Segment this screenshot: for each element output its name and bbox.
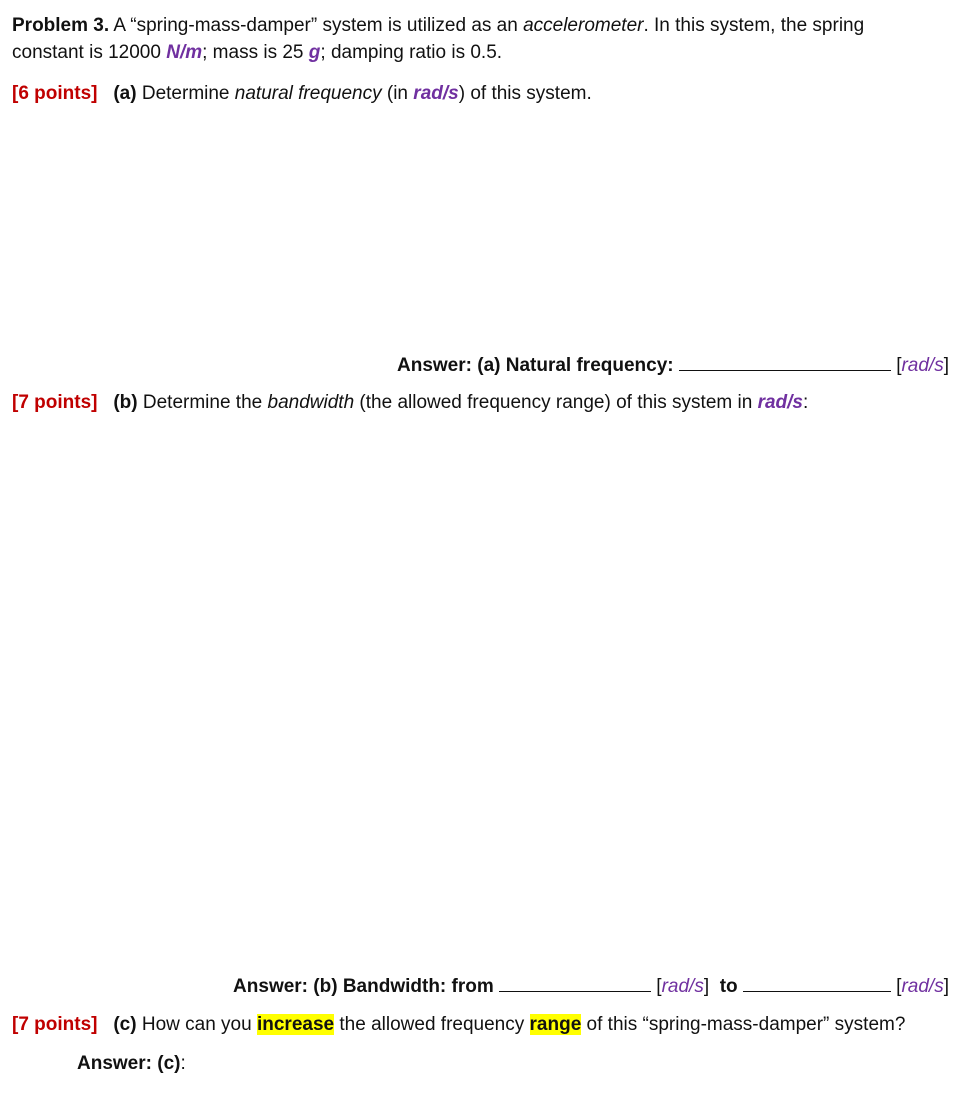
part-b-points: [7 points] — [12, 392, 98, 413]
problem-intro-text-2: . In this system, the spring — [643, 15, 865, 36]
part-b-text: Determine the — [137, 392, 268, 413]
bandwidth-to-unit: rad/s — [901, 976, 944, 997]
bandwidth-to-blank[interactable] — [743, 973, 891, 992]
part-c-text: of this “spring-mass-damper” system? — [581, 1014, 906, 1035]
part-c-text: How can you — [136, 1014, 257, 1035]
part-c-answer-colon: : — [180, 1053, 186, 1074]
problem-statement-line-1 — [12, 14, 864, 38]
part-a-italic: natural frequency — [234, 83, 382, 104]
highlight-increase: increase — [256, 1014, 335, 1035]
part-b-italic: bandwidth — [267, 392, 355, 413]
unit-g: g — [308, 42, 321, 63]
part-b-answer-label: Answer: (b) Bandwidth: from — [233, 976, 494, 997]
problem-statement-line-2 — [12, 41, 502, 65]
part-b-question — [12, 391, 808, 415]
part-b-answer-line: Answer: (b) Bandwidth: from [rad/s] to [rad/s] — [233, 973, 949, 999]
part-a-question — [12, 82, 592, 106]
part-a-text: Determine — [136, 83, 235, 104]
bracket: ] — [943, 355, 949, 376]
bandwidth-from-blank[interactable] — [499, 973, 651, 992]
bracket: [ — [896, 355, 902, 376]
part-c-label: (c) — [113, 1014, 137, 1035]
part-a-points: [6 points] — [12, 83, 98, 104]
problem-intro-italic: accelerometer — [523, 15, 644, 36]
part-a-label: (a) — [113, 83, 137, 104]
part-a-unit: rad/s — [413, 83, 459, 104]
bandwidth-to-label: to — [719, 976, 738, 997]
part-a-answer-line — [397, 352, 949, 378]
part-a-answer-unit: rad/s — [901, 355, 944, 376]
problem-text: ; damping ratio is 0.5. — [320, 42, 503, 63]
part-a-answer-label: Answer: (a) Natural frequency: — [397, 355, 674, 376]
part-c-question — [12, 1013, 905, 1037]
part-c-text: the allowed frequency — [334, 1014, 530, 1035]
part-b-label: (b) — [113, 392, 138, 413]
problem-text: ; mass is 25 — [202, 42, 309, 63]
problem-text: constant is 12000 — [12, 42, 167, 63]
problem-title: Problem 3. — [12, 15, 110, 36]
part-a-text: (in — [381, 83, 414, 104]
part-c-answer-label: Answer: (c) — [77, 1053, 181, 1074]
unit-n-per-m: N/m — [166, 42, 203, 63]
problem-intro-text: A “spring-mass-damper” system is utilized as an — [109, 15, 524, 36]
part-b-text: : — [802, 392, 809, 413]
part-c-points: [7 points] — [12, 1014, 98, 1035]
part-a-answer-blank[interactable] — [679, 352, 891, 371]
highlight-range: range — [529, 1014, 582, 1035]
bandwidth-from-unit: rad/s — [661, 976, 704, 997]
part-c-answer-line — [77, 1052, 186, 1076]
part-b-unit: rad/s — [757, 392, 803, 413]
part-a-text: ) of this system. — [458, 83, 592, 104]
part-b-text: (the allowed frequency range) of this system in — [354, 392, 758, 413]
